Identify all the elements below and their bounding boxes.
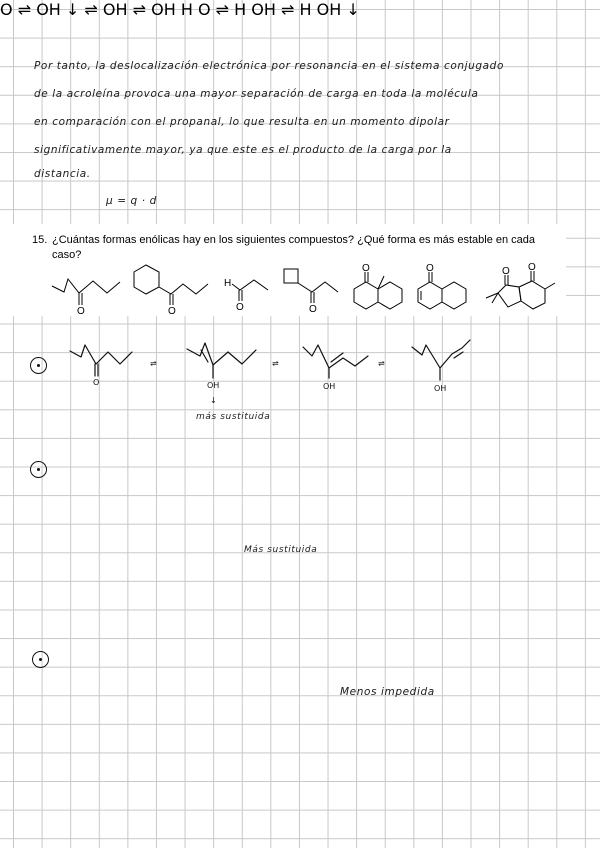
formula: μ = q · d bbox=[106, 195, 157, 207]
annotation-a: más sustituida bbox=[196, 412, 271, 422]
down-arrow-icon: ↓ bbox=[346, 0, 360, 19]
svg-text:O: O bbox=[93, 378, 100, 387]
annotation-b: Más sustituida bbox=[244, 545, 318, 555]
equilibrium-arrow-icon: ⇌ bbox=[378, 359, 385, 368]
equilibrium-arrow-icon: ⇌ bbox=[132, 0, 147, 19]
equilibrium-arrow-icon: ⇌ bbox=[272, 359, 279, 368]
answer-b-enol-2: OH bbox=[102, 0, 128, 19]
answer-b-ketone: O bbox=[0, 0, 13, 19]
svg-text:O: O bbox=[528, 262, 536, 273]
answer-a-ketone bbox=[70, 345, 132, 387]
svg-text:H: H bbox=[224, 278, 232, 289]
equilibrium-arrow-icon: ⇌ bbox=[215, 0, 230, 19]
svg-text:O: O bbox=[362, 263, 370, 274]
svg-text:O: O bbox=[77, 306, 85, 317]
svg-text:OH: OH bbox=[207, 381, 220, 390]
answer-a-enol-2 bbox=[303, 345, 368, 391]
down-arrow-icon: ↓ bbox=[65, 0, 80, 19]
svg-text:OH: OH bbox=[323, 382, 336, 391]
answer-a-enol-1 bbox=[187, 343, 256, 405]
answer-c-aldehyde: H O bbox=[180, 0, 211, 19]
svg-text:OH: OH bbox=[434, 384, 447, 393]
answer-c-enol-2: H OH ↓ bbox=[299, 0, 360, 19]
intro-line-3: en comparación con el propanal, lo que resulta en un momento dipolar bbox=[34, 116, 450, 128]
svg-text:O: O bbox=[426, 263, 434, 274]
answer-c-enol-1: H OH bbox=[234, 0, 276, 19]
equilibrium-arrow-icon: ⇌ bbox=[84, 0, 98, 19]
intro-line-4: significativamente mayor, ya que este es el producto de la carga por la bbox=[34, 144, 452, 156]
annotation-c: Menos impedida bbox=[340, 686, 435, 698]
equilibrium-arrow-icon: ⇌ bbox=[281, 0, 295, 19]
question-number: 15. bbox=[32, 234, 48, 246]
question-text: ¿Cuántas formas enólicas hay en los siguientes compuestos? ¿Qué forma es más estable en cada caso? bbox=[52, 234, 536, 261]
svg-text:O: O bbox=[502, 266, 510, 277]
svg-text:O: O bbox=[236, 302, 244, 313]
equilibrium-arrow-icon: ⇌ bbox=[17, 0, 32, 19]
down-arrow-icon: ↓ bbox=[210, 396, 217, 405]
intro-line-1: Por tanto, la deslocalización electrónica por resonancia en el sistema conjugado bbox=[34, 60, 504, 72]
answer-b-enol-1: OH ↓ bbox=[36, 0, 80, 19]
svg-text:O: O bbox=[168, 306, 176, 317]
intro-line-5: distancia. bbox=[34, 168, 91, 180]
answer-b-enol-3: OH bbox=[151, 0, 176, 19]
answer-a-enol-3 bbox=[412, 340, 470, 393]
svg-text:O: O bbox=[309, 304, 317, 315]
intro-line-2: de la acroleína provoca una mayor separación de carga en toda la molécula bbox=[34, 88, 479, 100]
equilibrium-arrow-icon: ⇌ bbox=[150, 359, 157, 368]
